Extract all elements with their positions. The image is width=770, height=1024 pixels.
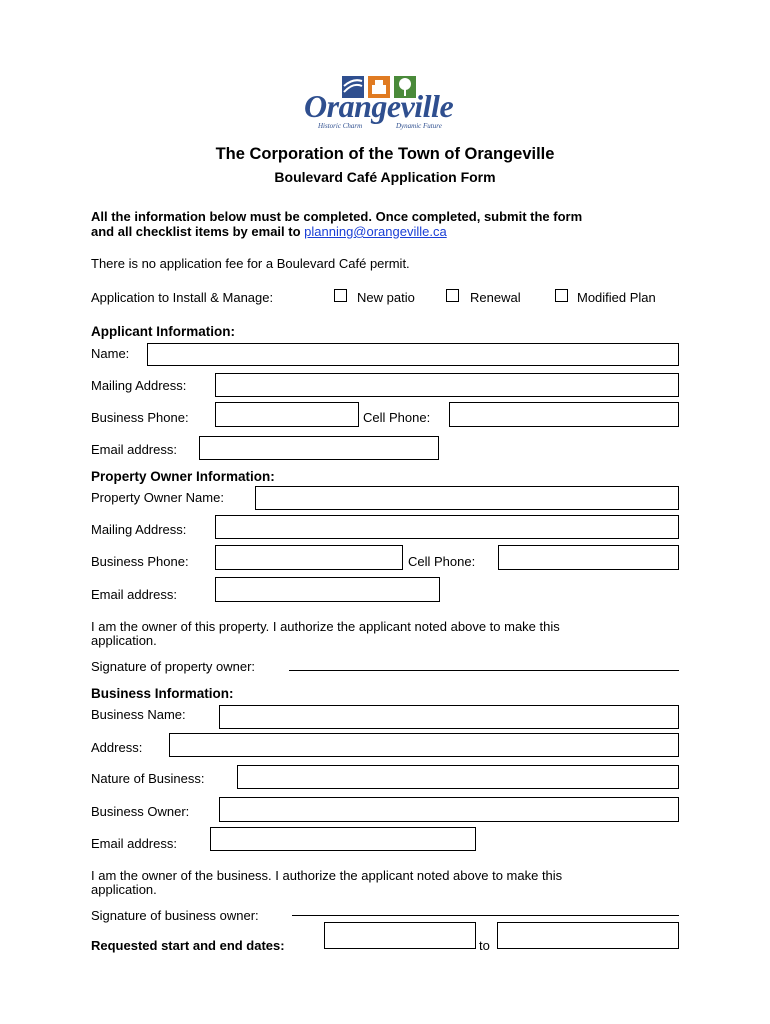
owner-heading: Property Owner Information: bbox=[91, 469, 275, 484]
owner-mailing-label: Mailing Address: bbox=[91, 522, 187, 537]
fee-note: There is no application fee for a Boulevard Café permit. bbox=[91, 256, 410, 271]
owner-mailing-field[interactable] bbox=[215, 515, 679, 539]
owner-email-field[interactable] bbox=[215, 577, 440, 602]
owner-business-phone-field[interactable] bbox=[215, 545, 403, 570]
modified-plan-checkbox[interactable] bbox=[555, 289, 568, 302]
application-type-label: Application to Install & Manage: bbox=[91, 290, 274, 305]
renewal-label: Renewal bbox=[470, 290, 521, 305]
owner-cell-phone-field[interactable] bbox=[498, 545, 679, 570]
page-title: The Corporation of the Town of Orangeville bbox=[215, 145, 555, 163]
business-address-field[interactable] bbox=[169, 733, 679, 757]
applicant-business-phone-label: Business Phone: bbox=[91, 410, 189, 425]
owner-email-label: Email address: bbox=[91, 587, 177, 602]
owner-statement-line-1: I am the owner of this property. I authorize the applicant noted above to make this bbox=[91, 619, 560, 634]
dates-label: Requested start and end dates: bbox=[91, 938, 285, 953]
business-address-label: Address: bbox=[91, 740, 143, 755]
applicant-name-label: Name: bbox=[91, 346, 130, 361]
owner-business-phone-label: Business Phone: bbox=[91, 554, 189, 569]
business-nature-field[interactable] bbox=[237, 765, 679, 789]
business-name-field[interactable] bbox=[219, 705, 679, 729]
business-signature-label: Signature of business owner: bbox=[91, 908, 259, 923]
applicant-cell-phone-label: Cell Phone: bbox=[363, 410, 431, 425]
logo-tagline-right: Dynamic Future bbox=[396, 122, 442, 130]
intro-line-2-text: and all checklist items by email to bbox=[91, 224, 305, 239]
business-statement-line-1: I am the owner of the business. I authorize the applicant noted above to make this bbox=[91, 868, 563, 883]
start-date-field[interactable] bbox=[324, 922, 476, 949]
owner-name-label: Property Owner Name: bbox=[91, 490, 224, 505]
owner-statement-line-2: application. bbox=[91, 633, 157, 648]
business-nature-label: Nature of Business: bbox=[91, 771, 205, 786]
end-date-field[interactable] bbox=[497, 922, 679, 949]
owner-signature-label: Signature of property owner: bbox=[91, 659, 256, 674]
owner-signature-line[interactable] bbox=[289, 670, 679, 671]
new-patio-checkbox[interactable] bbox=[334, 289, 347, 302]
intro-line-1: All the information below must be completed. Once completed, submit the form bbox=[91, 209, 583, 224]
town-logo bbox=[300, 72, 470, 134]
applicant-mailing-field[interactable] bbox=[215, 373, 679, 397]
applicant-name-field[interactable] bbox=[147, 343, 679, 366]
business-heading: Business Information: bbox=[91, 686, 234, 701]
planning-email-link[interactable]: planning@orangeville.ca bbox=[304, 224, 447, 239]
applicant-email-field[interactable] bbox=[199, 436, 439, 460]
owner-cell-phone-label: Cell Phone: bbox=[408, 554, 476, 569]
new-patio-label: New patio bbox=[357, 290, 415, 305]
owner-name-field[interactable] bbox=[255, 486, 679, 510]
dates-to-label: to bbox=[479, 938, 490, 953]
business-owner-label: Business Owner: bbox=[91, 804, 190, 819]
business-name-label: Business Name: bbox=[91, 707, 186, 722]
applicant-heading: Applicant Information: bbox=[91, 324, 235, 339]
logo-wordmark: Orangeville bbox=[304, 88, 454, 124]
business-email-field[interactable] bbox=[210, 827, 476, 851]
logo-tagline-left: Historic Charm bbox=[318, 122, 363, 130]
business-signature-line[interactable] bbox=[292, 915, 679, 916]
modified-plan-label: Modified Plan bbox=[577, 290, 656, 305]
applicant-mailing-label: Mailing Address: bbox=[91, 378, 187, 393]
form-subtitle: Boulevard Café Application Form bbox=[274, 169, 496, 185]
applicant-cell-phone-field[interactable] bbox=[449, 402, 679, 427]
intro-line-2 bbox=[91, 224, 447, 239]
renewal-checkbox[interactable] bbox=[446, 289, 459, 302]
business-statement-line-2: application. bbox=[91, 882, 157, 897]
business-email-label: Email address: bbox=[91, 836, 177, 851]
applicant-business-phone-field[interactable] bbox=[215, 402, 359, 427]
business-owner-field[interactable] bbox=[219, 797, 679, 822]
applicant-email-label: Email address: bbox=[91, 442, 177, 457]
